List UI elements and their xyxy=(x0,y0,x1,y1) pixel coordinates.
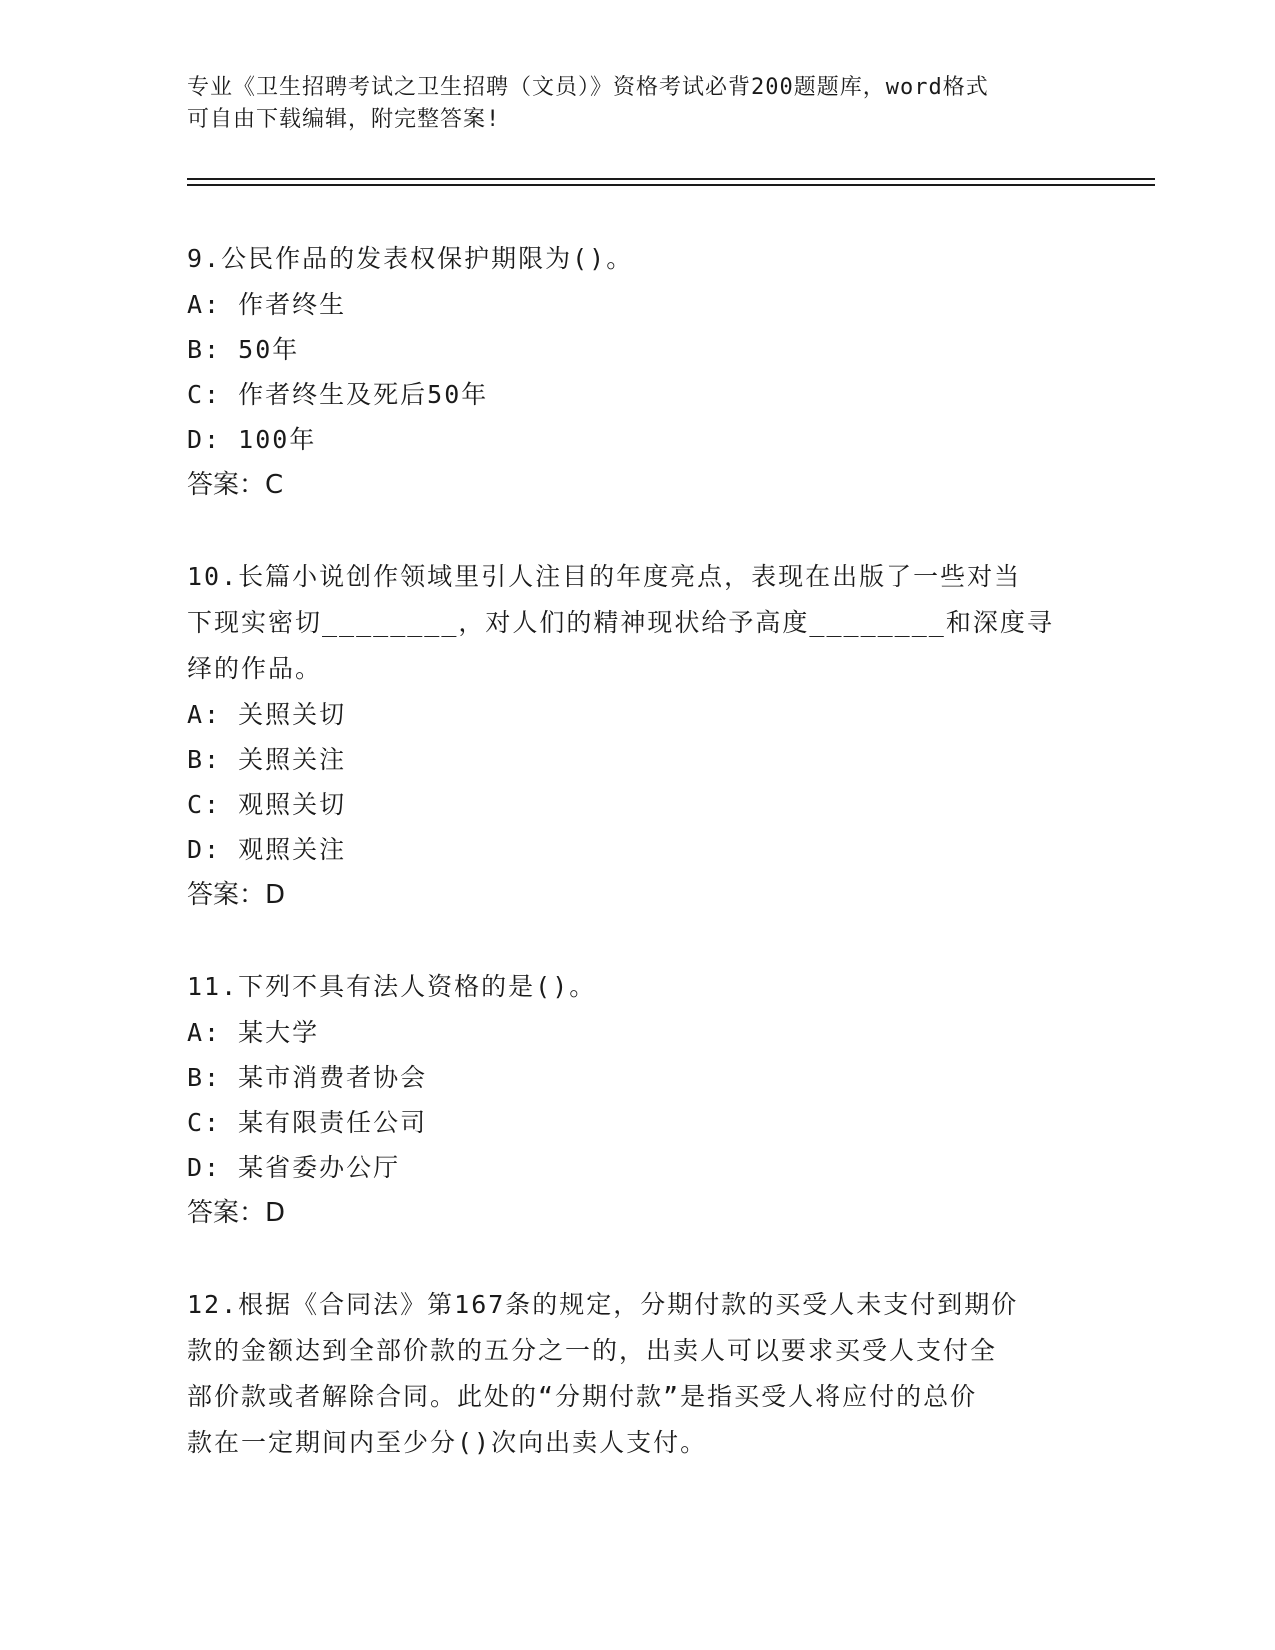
option-label: C: xyxy=(187,380,222,409)
question-text: 11.下列不具有法人资格的是()。 xyxy=(187,972,597,1001)
option-d xyxy=(187,827,1087,872)
document-header xyxy=(187,72,1067,136)
header-line-2: 可自由下载编辑，附完整答案! xyxy=(187,107,501,132)
option-text: 某有限责任公司 xyxy=(238,1108,428,1137)
option-text: 观照关切 xyxy=(238,790,347,819)
option-label: A: xyxy=(187,1018,222,1047)
option-label: B: xyxy=(187,335,222,364)
question-text: 10.长篇小说创作领域里引人注目的年度亮点，表现在出版了一些对当 xyxy=(187,562,1022,591)
question-text: 下现实密切________，对人们的精神现状给予高度________和深度寻 xyxy=(187,608,1054,637)
option-text: 作者终生及死后50年 xyxy=(238,380,489,409)
question-item xyxy=(187,236,1087,508)
option-text: 50年 xyxy=(238,335,300,364)
answer-text: 答案：C xyxy=(187,470,284,500)
option-text: 100年 xyxy=(238,425,317,454)
option-label: C: xyxy=(187,790,222,819)
option-text: 某省委办公厅 xyxy=(238,1153,401,1182)
option-text: 某大学 xyxy=(238,1018,320,1047)
question-item xyxy=(187,964,1087,1236)
option-c xyxy=(187,372,1087,417)
option-text: 作者终生 xyxy=(238,290,347,319)
question-text: 绎的作品。 xyxy=(187,654,323,683)
question-item xyxy=(187,554,1087,918)
option-label: D: xyxy=(187,1153,222,1182)
option-text: 观照关注 xyxy=(238,835,347,864)
option-c xyxy=(187,1100,1087,1145)
question-text: 部价款或者解除合同。此处的“分期付款”是指买受人将应付的总价 xyxy=(187,1382,978,1411)
option-label: D: xyxy=(187,835,222,864)
option-b xyxy=(187,327,1087,372)
question-text: 9.公民作品的发表权保护期限为()。 xyxy=(187,244,634,273)
option-text: 关照关注 xyxy=(238,745,347,774)
option-b xyxy=(187,1055,1087,1100)
option-text: 某市消费者协会 xyxy=(238,1063,428,1092)
option-label: A: xyxy=(187,700,222,729)
option-label: D: xyxy=(187,425,222,454)
answer-text: 答案：D xyxy=(187,880,286,910)
question-item xyxy=(187,1282,1087,1466)
option-a xyxy=(187,282,1087,327)
header-divider-top xyxy=(187,178,1155,180)
question-text: 款的金额达到全部价款的五分之一的，出卖人可以要求买受人支付全 xyxy=(187,1336,998,1365)
option-d xyxy=(187,1145,1087,1190)
question-list xyxy=(187,236,1087,1512)
option-text: 关照关切 xyxy=(238,700,347,729)
option-b xyxy=(187,737,1087,782)
option-label: B: xyxy=(187,1063,222,1092)
header-divider-bottom xyxy=(187,184,1155,186)
header-line-1: 专业《卫生招聘考试之卫生招聘（文员）》资格考试必背200题题库，word格式 xyxy=(187,75,989,100)
question-text: 款在一定期间内至少分()次向出卖人支付。 xyxy=(187,1428,708,1457)
option-d xyxy=(187,417,1087,462)
option-label: B: xyxy=(187,745,222,774)
question-text: 12.根据《合同法》第167条的规定，分期付款的买受人未支付到期价 xyxy=(187,1290,1019,1319)
answer-text: 答案：D xyxy=(187,1198,286,1228)
option-a xyxy=(187,1010,1087,1055)
option-label: A: xyxy=(187,290,222,319)
option-c xyxy=(187,782,1087,827)
option-a xyxy=(187,692,1087,737)
option-label: C: xyxy=(187,1108,222,1137)
